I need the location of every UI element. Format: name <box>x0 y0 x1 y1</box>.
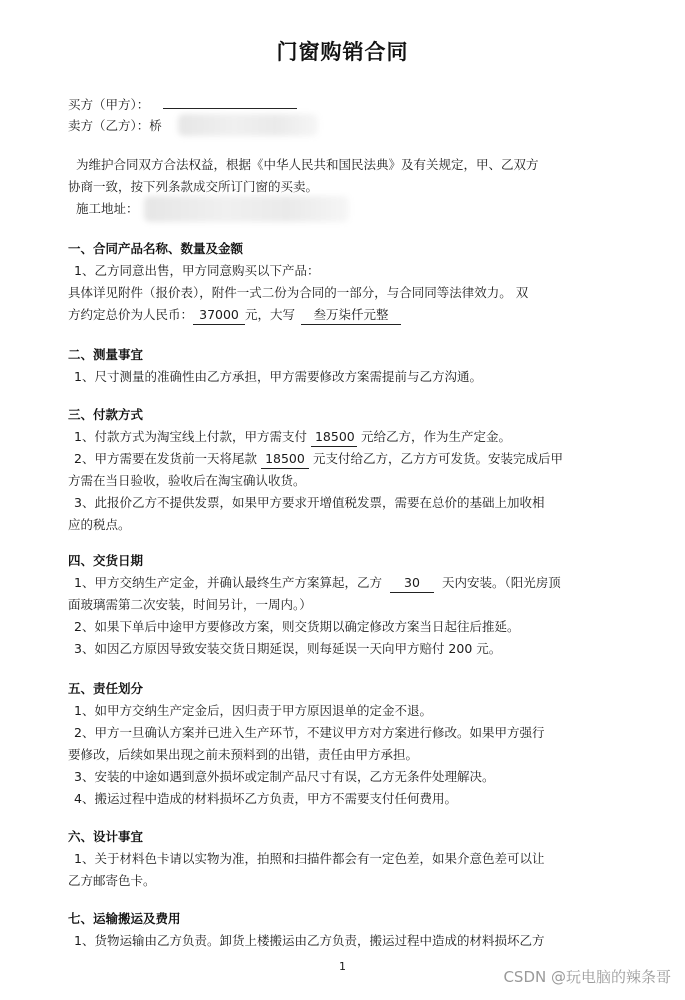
balance-amount: 18500 <box>261 450 309 469</box>
page-number: 1 <box>339 960 346 973</box>
section-4-p2: 2、如果下单后中途甲方要修改方案，则交货期以确定修改方案当日起往后推延。 <box>74 619 520 634</box>
section-6-p1: 1、关于材料色卡请以实物为准，拍照和扫描件都会有一定色差，如果介意色差可以让 <box>74 851 545 866</box>
section-3-heading: 三、付款方式 <box>68 407 144 422</box>
redacted-site-address <box>144 196 349 222</box>
section-6-p1-cont: 乙方邮寄色卡。 <box>68 873 156 888</box>
section-5-p1: 1、如甲方交纳生产定金后，因归责于甲方原因退单的定金不退。 <box>74 703 432 718</box>
deposit-amount: 18500 <box>311 428 357 447</box>
section-4-p1: 1、甲方交纳生产定金，并确认最终生产方案算起，乙方 30 天内安装。（阳光房顶 <box>74 574 561 593</box>
buyer-line <box>68 95 297 114</box>
section-5-p2-cont: 要修改，后续如果出现之前未预料到的出错，责任由甲方承担。 <box>68 747 419 762</box>
section-5-p4: 4、搬运过程中造成的材料损坏乙方负责，甲方不需要支付任何费用。 <box>74 791 457 806</box>
section-4-p1-cont: 面玻璃需第二次安装，时间另计，一周内。） <box>68 597 312 612</box>
section-7-p1: 1、货物运输由乙方负责。卸货上楼搬运由乙方负责，搬运过程中造成的材料损坏乙方 <box>74 933 545 948</box>
section-2-heading: 二、测量事宜 <box>68 347 144 362</box>
section-1-p2: 具体详见附件（报价表），附件一式二份为合同的一部分，与合同同等法律效力。 双 <box>68 285 529 300</box>
page-title: 门窗购销合同 <box>276 40 409 64</box>
section-5-heading: 五、责任划分 <box>68 681 144 696</box>
total-amount: 37000 <box>193 306 245 325</box>
section-1-p3: 方约定总价为人民币： 37000 元，大写 叁万柒仟元整 <box>68 306 401 325</box>
buyer-blank <box>163 95 297 109</box>
total-amount-words: 叁万柒仟元整 <box>301 306 401 325</box>
intro-line-1: 为维护合同双方合法权益，根据《中华人民共和国民法典》及有关规定，甲、乙双方 <box>76 157 539 172</box>
section-3-p3: 3、此报价乙方不提供发票，如果甲方要求开增值税发票，需要在总价的基础上加收相 <box>74 495 545 510</box>
section-3-p3-cont: 应的税点。 <box>68 517 131 532</box>
section-1-heading: 一、合同产品名称、数量及金额 <box>68 241 244 256</box>
buyer-label: 买方（甲方）： <box>68 97 150 112</box>
section-3-p1: 1、付款方式为淘宝线上付款，甲方需支付 18500 元给乙方，作为生产定金。 <box>74 428 511 447</box>
section-3-p2-cont: 方需在当日验收，验收后在淘宝确认收货。 <box>68 473 306 488</box>
section-5-p3: 3、安装的中途如遇到意外损坏或定制产品尺寸有误，乙方无条件处理解决。 <box>74 769 495 784</box>
intro-line-2: 协商一致，按下列条款成交所订门窗的买卖。 <box>68 179 319 194</box>
delivery-days: 30 <box>390 574 434 593</box>
redacted-seller-name <box>178 114 318 136</box>
site-address-label: 施工地址： <box>76 201 139 216</box>
section-5-p2: 2、甲方一旦确认方案并已进入生产环节，不建议甲方对方案进行修改。如果甲方强行 <box>74 725 545 740</box>
csdn-watermark: CSDN @玩电脑的辣条哥 <box>503 968 671 986</box>
section-2-p1: 1、尺寸测量的准确性由乙方承担，甲方需要修改方案需提前与乙方沟通。 <box>74 369 482 384</box>
section-3-p2: 2、甲方需要在发货前一天将尾款 18500 元支付给乙方，乙方方可发货。安装完成后甲 <box>74 450 563 469</box>
seller-value-partial: 桥 <box>149 118 162 133</box>
section-7-heading: 七、运输搬运及费用 <box>68 911 181 926</box>
section-1-p1: 1、乙方同意出售，甲方同意购买以下产品： <box>74 263 320 278</box>
seller-line <box>68 117 162 135</box>
section-4-p3: 3、如因乙方原因导致安装交货日期延误，则每延误一天向甲方赔付 200 元。 <box>74 641 502 656</box>
section-4-heading: 四、交货日期 <box>68 553 144 568</box>
section-6-heading: 六、设计事宜 <box>68 829 144 844</box>
seller-label: 卖方（乙方）： <box>68 118 150 133</box>
